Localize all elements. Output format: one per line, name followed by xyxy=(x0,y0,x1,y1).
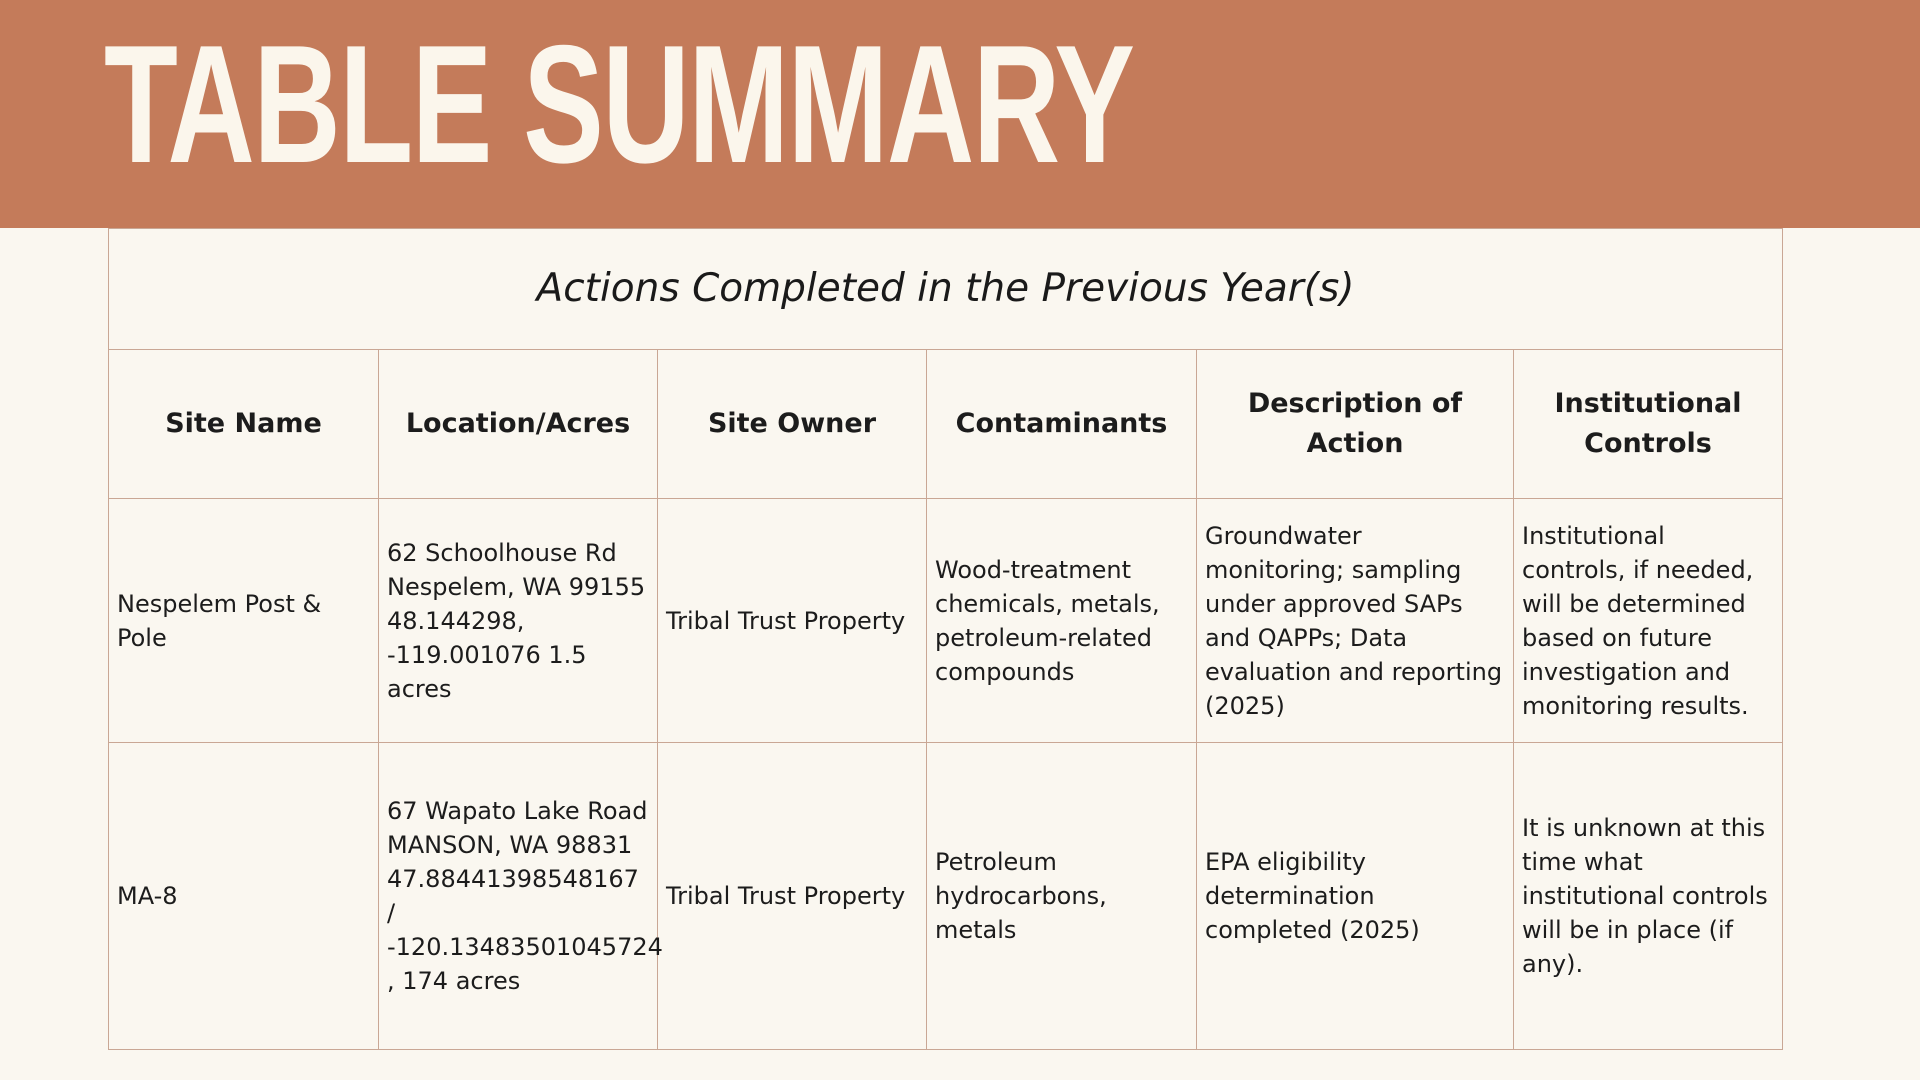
header-site-owner: Site Owner xyxy=(658,350,927,499)
site-owner-cell: Tribal Trust Property xyxy=(658,499,927,743)
page-title: TABLE SUMMARY xyxy=(104,10,1134,198)
table-row xyxy=(109,499,1783,743)
contaminants-cell: Petroleum hydrocarbons, metals xyxy=(927,743,1197,1050)
title-banner xyxy=(0,0,1920,228)
summary-table xyxy=(108,228,1783,1050)
table-header-row xyxy=(109,350,1783,499)
table-row xyxy=(109,743,1783,1050)
institutional-controls-cell: It is unknown at this time what institutional controls will be in place (if any). xyxy=(1514,743,1783,1050)
institutional-controls-cell: Institutional controls, if needed, will be determined based on future investigation and monitoring results. xyxy=(1514,499,1783,743)
location-cell: 62 Schoolhouse Rd Nespelem, WA 99155 48.144298, -119.001076 1.5 acres xyxy=(379,499,658,743)
site-owner-cell: Tribal Trust Property xyxy=(658,743,927,1050)
description-cell: Groundwater monitoring; sampling under approved SAPs and QAPPs; Data evaluation and reporting (2025) xyxy=(1197,499,1514,743)
location-cell: 67 Wapato Lake Road MANSON, WA 98831 47.88441398548167 / -120.13483501045724 , 174 acres xyxy=(379,743,658,1050)
site-name-cell: MA-8 xyxy=(109,743,379,1050)
header-location-acres: Location/Acres xyxy=(379,350,658,499)
header-institutional-controls: Institutional Controls xyxy=(1514,350,1783,499)
site-name-cell: Nespelem Post & Pole xyxy=(109,499,379,743)
table-caption-row xyxy=(109,229,1783,350)
table-caption: Actions Completed in the Previous Year(s) xyxy=(109,229,1783,350)
description-cell: EPA eligibility determination completed (2025) xyxy=(1197,743,1514,1050)
header-site-name: Site Name xyxy=(109,350,379,499)
header-description-of-action: Description of Action xyxy=(1197,350,1514,499)
contaminants-cell: Wood-treatment chemicals, metals, petroleum-related compounds xyxy=(927,499,1197,743)
header-contaminants: Contaminants xyxy=(927,350,1197,499)
